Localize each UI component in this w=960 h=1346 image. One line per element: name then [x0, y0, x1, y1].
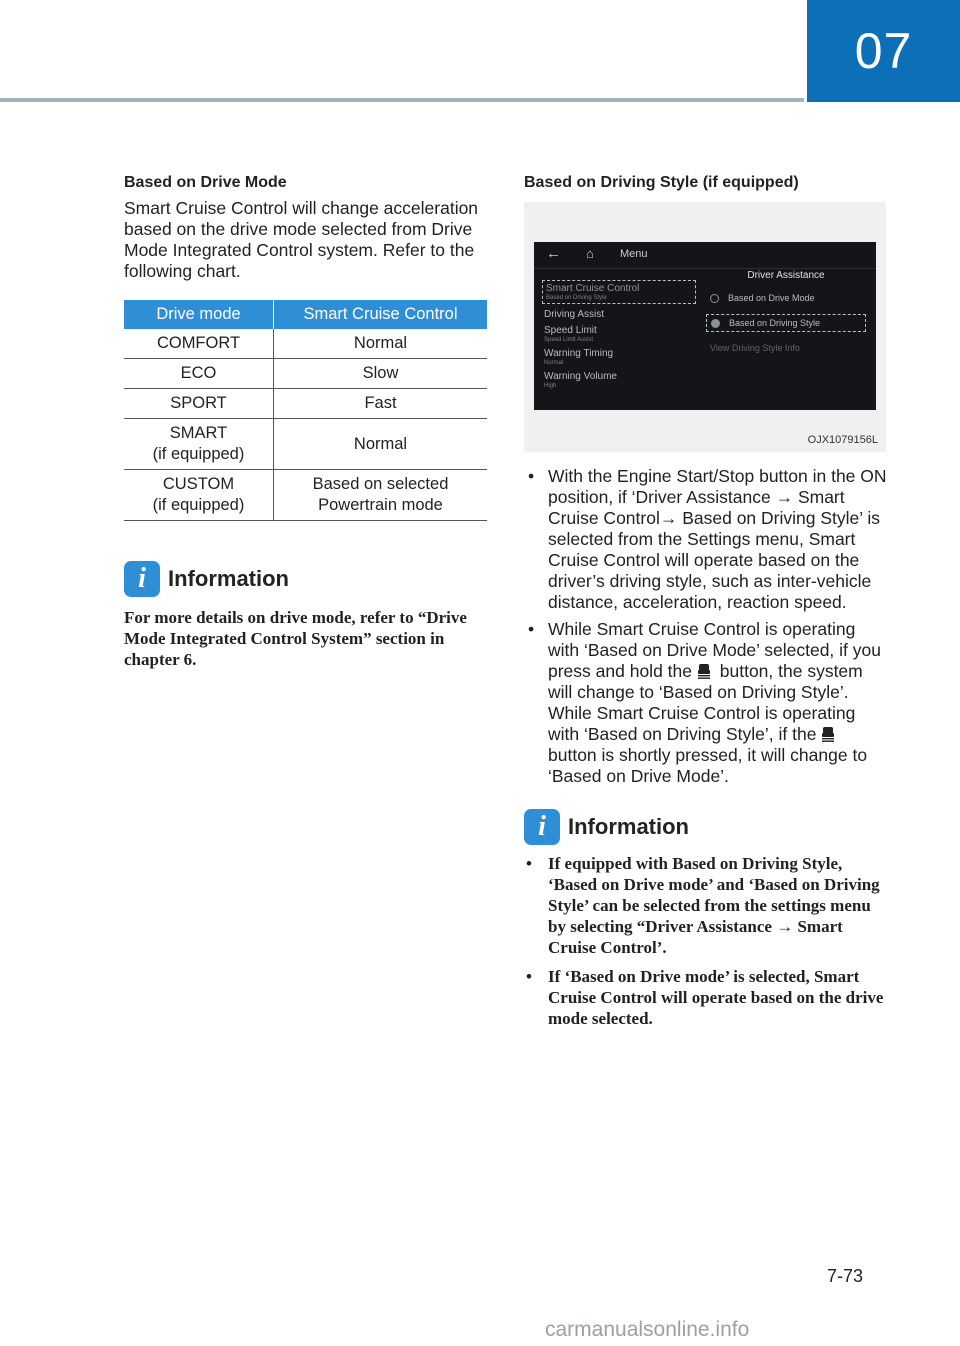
back-arrow-icon: ←: [546, 245, 561, 262]
screen-item-driving-assist: Driving Assist: [544, 309, 605, 320]
table-cell: Fast: [274, 389, 488, 419]
table-row: [124, 419, 487, 470]
info-heading: [524, 809, 888, 845]
table-cell: SMART (if equipped): [124, 419, 274, 470]
info-text: For more details on drive mode, refer to “Drive Mode Integrated Control System” section in chapter 6.: [124, 608, 467, 669]
table-cell: SPORT: [124, 389, 274, 419]
option-view-info: View Driving Style Info: [710, 343, 800, 353]
table-row: [124, 470, 487, 521]
info-list: [524, 853, 888, 1029]
screen-menu-list: [544, 280, 696, 394]
drive-mode-table: [124, 300, 487, 521]
radio-selected-icon: [711, 319, 720, 328]
info-icon: i: [524, 809, 560, 845]
radio-icon: [710, 294, 719, 303]
section-title-driving-style: Based on Driving Style (if equipped): [524, 174, 799, 191]
figure-code: OJX1079156L: [807, 434, 878, 446]
table-cell: ECO: [124, 359, 274, 389]
table-cell: Based on selected Powertrain mode: [274, 470, 488, 521]
table-header: Drive mode: [124, 300, 274, 329]
left-column: [124, 170, 488, 670]
table-cell: CUSTOM (if equipped): [124, 470, 274, 521]
header-rule: [0, 98, 804, 102]
list-item: • If ‘Based on Drive mode’ is selected, Smart Cruise Control will operate based on the drive mode selected.: [524, 966, 888, 1029]
screen-options-panel: [706, 270, 866, 364]
list-item: • While Smart Cruise Control is operating with ‘Based on Drive Mode’ selected, if you press and hold the button, the system will change to ‘Based on Driving Style’. While Smart Cruise Control is operating with ‘Based on Driving Style’, if the button is shortly pressed, it will change to ‘Based on Drive Mode’.: [524, 619, 888, 787]
panel-title: Driver Assistance: [747, 270, 825, 281]
table-row: [124, 389, 487, 419]
watermark: carmanualsonline.info: [545, 1318, 750, 1341]
option-driving-style: Based on Driving Style: [706, 314, 866, 332]
screen-item-warning-timing: Warning Timing Normal: [544, 348, 614, 366]
distance-button-icon: [821, 726, 835, 743]
screen-item-warning-volume: Warning Volume High: [544, 371, 617, 389]
right-column: [524, 170, 888, 1037]
display-screen: [534, 242, 876, 410]
option-drive-mode: Based on Drive Mode: [706, 290, 866, 306]
table-cell: Normal: [274, 419, 488, 470]
info-icon: i: [124, 561, 160, 597]
list-item: • With the Engine Start/Stop button in the ON position, if ‘Driver Assistance → Smart Cruise Control→ Based on Driving Style’ is selected from the Settings menu, Smart Cruise Control will operate based on the driver’s driving style, such as inter-vehicle distance, acceleration, reaction speed.: [524, 466, 888, 613]
list-item: • If equipped with Based on Driving Style, ‘Based on Drive mode’ and ‘Based on Driving Style’ can be selected from the settings menu by selecting “Driver Assistance → Smart Cruise Control’.: [524, 853, 888, 958]
home-icon: ⌂: [586, 246, 594, 261]
driving-style-bullets: [524, 466, 888, 787]
table-cell: Slow: [274, 359, 488, 389]
info-heading: [124, 561, 488, 597]
chapter-tab: 07: [807, 0, 960, 102]
table-row: [124, 329, 487, 359]
table-row: [124, 359, 487, 389]
table-cell: COMFORT: [124, 329, 274, 359]
table-cell: Normal: [274, 329, 488, 359]
distance-button-icon: [697, 663, 711, 680]
section-title-drive-mode: Based on Drive Mode: [124, 174, 287, 191]
info-title: Information: [568, 814, 689, 839]
screen-item-smart-cruise: Smart Cruise Control Based on Driving Style: [542, 280, 696, 304]
screen-item-speed-limit: Speed Limit Speed Limit Assist: [544, 325, 597, 343]
drive-mode-paragraph: Smart Cruise Control will change acceleration based on the drive mode selected from Drive Mode Integrated Control system. Refer to the following chart.: [124, 198, 479, 281]
info-title: Information: [168, 566, 289, 591]
settings-screen-figure: [524, 202, 886, 452]
table-header: Smart Cruise Control: [274, 300, 488, 329]
page-number: 7-73: [826, 1266, 863, 1286]
menu-label: Menu: [620, 248, 648, 260]
screen-top-bar: [534, 242, 876, 269]
table-header-row: [124, 300, 487, 329]
